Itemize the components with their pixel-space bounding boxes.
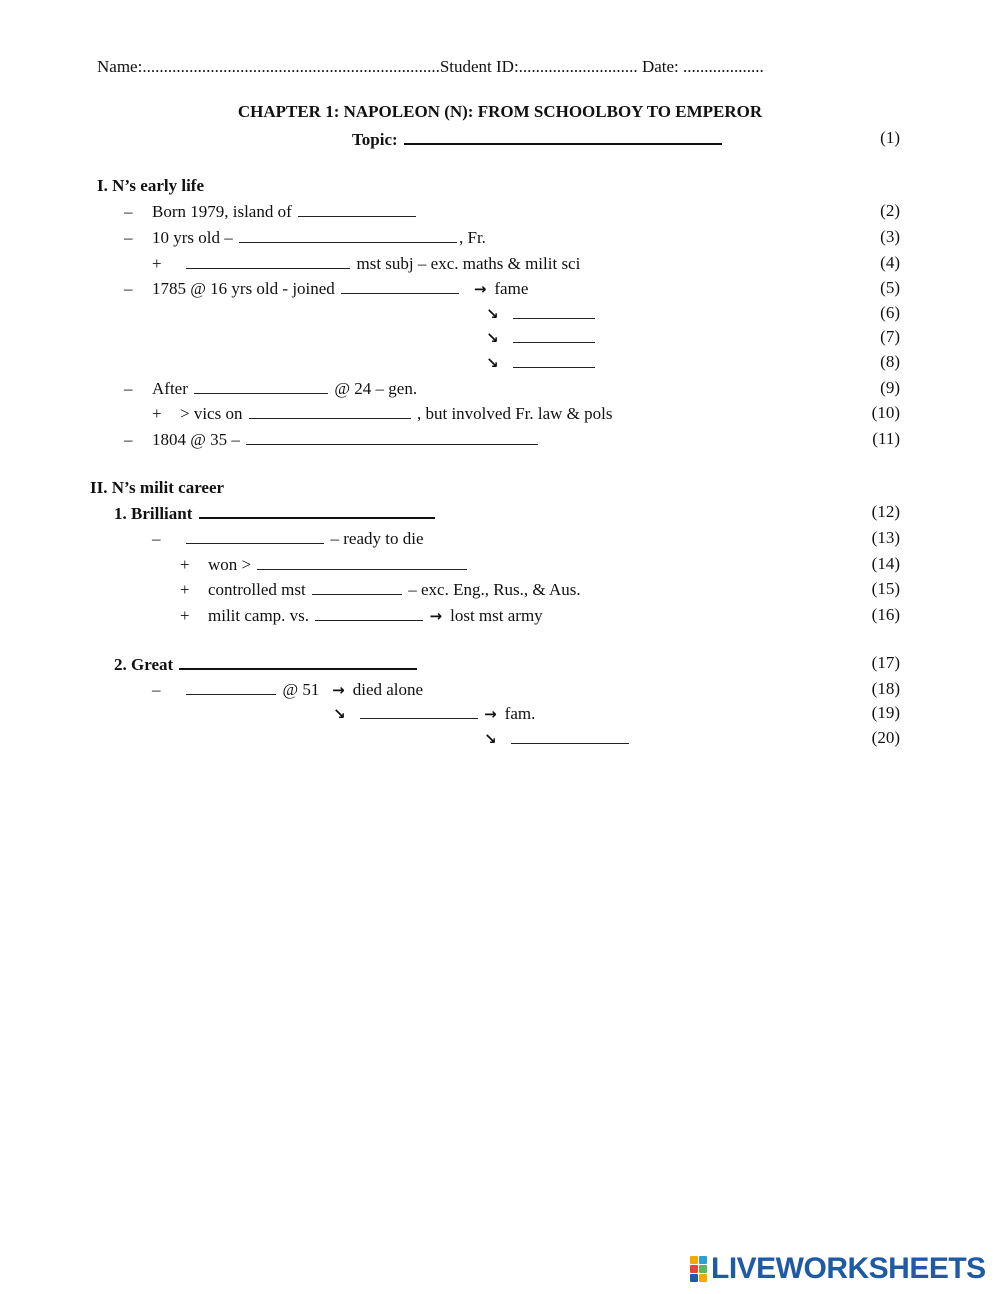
item-number-1: (1) xyxy=(880,128,900,147)
section-heading-early-life: I. N’s early life xyxy=(97,176,205,195)
blank-10[interactable] xyxy=(249,402,411,419)
line-13: – – ready to die xyxy=(152,529,424,548)
blank-14[interactable] xyxy=(257,553,467,570)
subheading-brilliant: 1. Brilliant xyxy=(114,501,437,525)
page-title: CHAPTER 1: NAPOLEON (N): FROM SCHOOLBOY TO EMPEROR xyxy=(237,102,763,121)
topic-blank[interactable] xyxy=(404,127,722,145)
blank-17[interactable] xyxy=(179,652,417,670)
item-number-2: (2) xyxy=(880,201,900,220)
item-number-14: (14) xyxy=(871,554,900,573)
student-id-label: Student ID:............................ xyxy=(439,57,638,76)
blank-19[interactable] xyxy=(360,702,478,719)
blank-8[interactable] xyxy=(513,351,595,368)
blank-7[interactable] xyxy=(513,326,595,343)
blank-16[interactable] xyxy=(315,604,423,621)
logo-mark-icon xyxy=(690,1256,707,1282)
item-number-12: (12) xyxy=(871,502,900,521)
blank-13[interactable] xyxy=(186,527,324,544)
blank-2[interactable] xyxy=(298,200,416,217)
item-number-4: (4) xyxy=(880,253,900,272)
blank-20[interactable] xyxy=(511,727,629,744)
arrow-right-icon: → xyxy=(429,607,443,625)
section-heading-milit-career: II. N’s milit career xyxy=(90,478,225,497)
blank-18[interactable] xyxy=(186,678,276,695)
line-19: ↘ → fam. xyxy=(333,704,536,723)
line-7 xyxy=(486,326,597,349)
header-line xyxy=(97,56,764,78)
blank-3[interactable] xyxy=(239,226,457,243)
dash-bullet: – xyxy=(124,202,133,221)
blank-15[interactable] xyxy=(312,578,402,595)
blank-11[interactable] xyxy=(246,428,538,445)
arrow-down-right-icon: ↘ xyxy=(333,705,346,723)
line-2: – Born 1979, island of xyxy=(124,200,418,223)
item-number-3: (3) xyxy=(880,227,900,246)
item-number-17: (17) xyxy=(871,653,900,672)
arrow-down-right-icon: ↘ xyxy=(486,305,499,323)
subheading-great: 2. Great xyxy=(114,652,419,676)
blank-6[interactable] xyxy=(513,302,595,319)
arrow-right-icon: → xyxy=(473,280,487,298)
item-number-13: (13) xyxy=(871,528,900,547)
line-11: – 1804 @ 35 – xyxy=(124,428,540,451)
date-label: Date: ................... xyxy=(641,57,764,76)
item-number-11: (11) xyxy=(872,429,900,448)
line-18: – @ 51 → died alone xyxy=(152,680,424,699)
line-10: + > vics on , but involved Fr. law & pols xyxy=(152,404,613,423)
line-9: – After @ 24 – gen. xyxy=(124,379,418,398)
arrow-right-icon: → xyxy=(332,681,345,699)
topic-row xyxy=(352,127,724,151)
line-5: – 1785 @ 16 yrs old - joined → fame xyxy=(124,279,529,298)
blank-12[interactable] xyxy=(199,501,435,519)
item-number-6: (6) xyxy=(880,303,900,322)
item-number-20: (20) xyxy=(871,728,900,747)
item-number-8: (8) xyxy=(880,352,900,371)
item-number-19: (19) xyxy=(871,703,900,722)
item-number-10: (10) xyxy=(871,403,900,422)
item-number-18: (18) xyxy=(871,679,900,698)
brand-text: LIVEWORKSHEETS xyxy=(711,1252,986,1285)
blank-4[interactable] xyxy=(186,252,350,269)
item-number-7: (7) xyxy=(880,327,900,346)
line-8 xyxy=(486,351,597,374)
line-16: + milit camp. vs. → lost mst army xyxy=(180,606,543,625)
line-3: – 10 yrs old – , Fr. xyxy=(124,228,486,247)
blank-9[interactable] xyxy=(194,377,328,394)
name-label: Name:...................................................................... xyxy=(97,57,440,76)
line-14: + won > xyxy=(180,553,469,576)
arrow-right-icon: → xyxy=(484,705,497,723)
arrow-down-right-icon: ↘ xyxy=(486,329,499,347)
arrow-down-right-icon: ↘ xyxy=(484,730,497,748)
item-number-9: (9) xyxy=(880,378,900,397)
item-number-16: (16) xyxy=(871,605,900,624)
line-4: + mst subj – exc. maths & milit sci xyxy=(152,254,581,273)
line-20 xyxy=(484,727,631,750)
topic-label: Topic: xyxy=(352,130,398,149)
line-15: + controlled mst – exc. Eng., Rus., & Aus. xyxy=(180,580,581,599)
line-6 xyxy=(486,302,597,325)
item-number-5: (5) xyxy=(880,278,900,297)
item-number-15: (15) xyxy=(871,579,900,598)
blank-5[interactable] xyxy=(341,277,459,294)
liveworksheets-logo xyxy=(690,1252,986,1286)
arrow-down-right-icon: ↘ xyxy=(486,354,499,372)
